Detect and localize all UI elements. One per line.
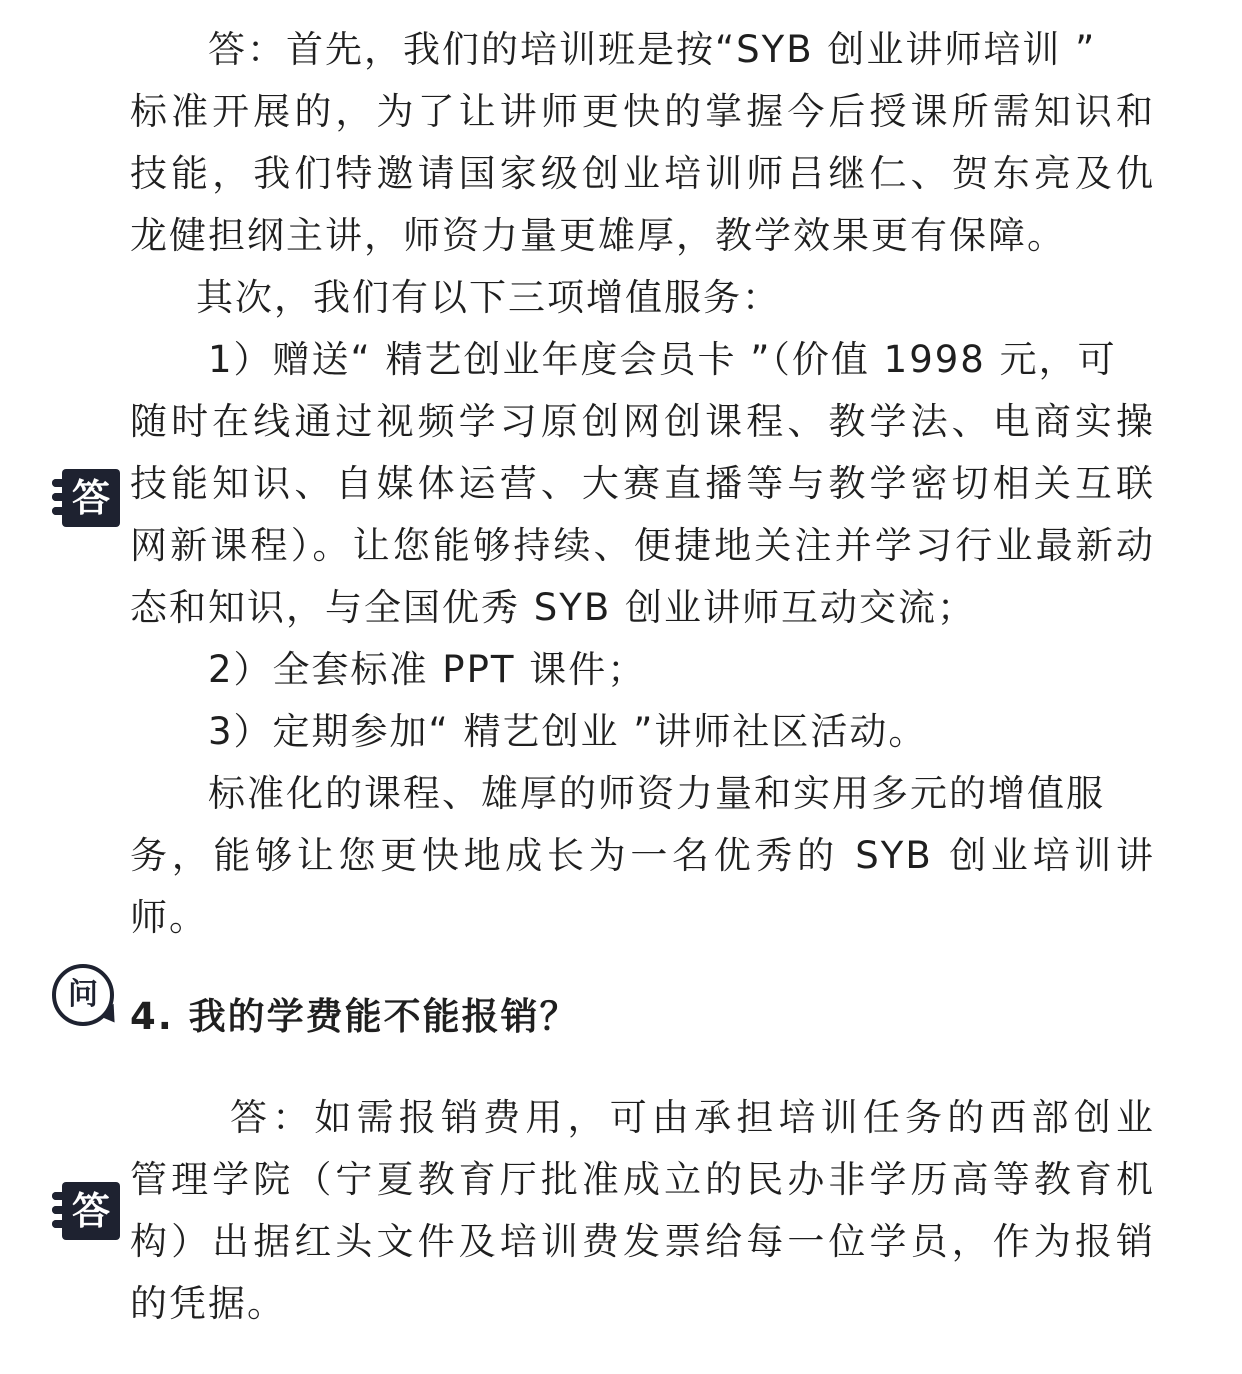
answer-icon-label: 答 [62,469,120,527]
answer-text-line: 2）全套标准 PPT 课件； [208,648,647,691]
answer-text-line: 态和知识，与全国优秀 SYB 创业讲师互动交流； [130,586,976,629]
question-title: 4. 我的学费能不能报销？ [130,995,579,1038]
answer-icon [50,1180,120,1242]
answer-text-line: 技能知识、自媒体运营、大赛直播等与教学密切相关互联 [130,462,1155,505]
answer-text-line: 龙健担纲主讲，师资力量更雄厚，教学效果更有保障。 [130,214,1066,257]
answer-text-line: 网新课程）。让您能够持续、便捷地关注并学习行业最新动 [130,524,1155,567]
question-icon-label: 问 [52,964,114,1026]
answer-icon [50,467,120,529]
answer-text-line: 答：首先，我们的培训班是按“SYB 创业讲师培训 ” [208,28,1097,71]
answer-text-line: 管理学院（宁夏教育厅批准成立的民办非学历高等教育机 [130,1158,1155,1201]
answer-text-line: 师。 [130,896,208,939]
answer-text-line: 的凭据。 [130,1282,286,1325]
answer-text-line: 务，能够让您更快地成长为一名优秀的 SYB 创业培训讲 [130,834,1155,877]
answer-text-line: 1）赠送“ 精艺创业年度会员卡 ”（价值 1998 元，可 [208,338,1117,381]
answer-text-line: 随时在线通过视频学习原创网创课程、教学法、电商实操 [130,400,1155,443]
question-icon [50,962,124,1036]
answer-text-line: 其次，我们有以下三项增值服务： [196,276,781,319]
answer-text-line: 答：如需报销费用，可由承担培训任务的西部创业 [230,1096,1155,1139]
answer-text-line: 标准化的课程、雄厚的师资力量和实用多元的增值服 [208,772,1105,815]
answer-text-line: 构）出据红头文件及培训费发票给每一位学员，作为报销 [130,1220,1155,1263]
answer-icon-label: 答 [62,1182,120,1240]
answer-text-line: 3）定期参加“ 精艺创业 ”讲师社区活动。 [208,710,928,753]
answer-text-line: 标准开展的，为了让讲师更快的掌握今后授课所需知识和 [130,90,1155,133]
answer-text-line: 技能，我们特邀请国家级创业培训师吕继仁、贺东亮及仇 [130,152,1155,195]
